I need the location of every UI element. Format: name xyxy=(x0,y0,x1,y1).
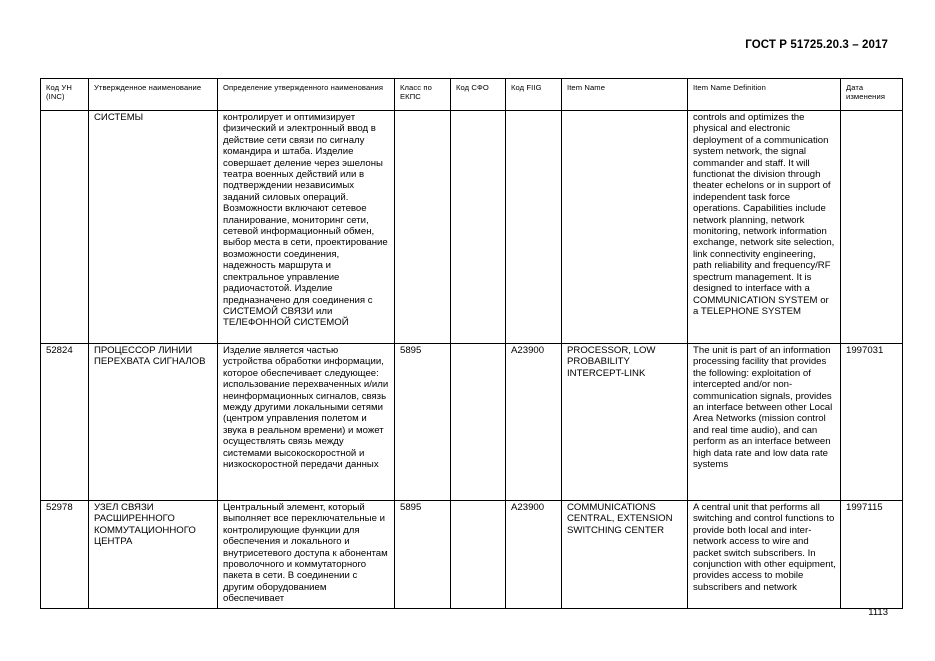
cell-definition: контролирует и оптимизирует физический и электронный ввод в действие сети связи по сигналу командира и штаба. Изделие совершает деление через эшелоны театра военных действий или в подтверждении независимых заданий силовых операций. Возможности включают сетевое планирование, мониторинг сети, сетевой информационный обмен, выбор места в сети, проектирование возможности соединения, надежность маршрута и спектральное управление радиочастотой. Изделие предназначено для соединения с СИСТЕМОЙ СВЯЗИ или ТЕЛЕФОННОЙ СИСТЕМОЙ xyxy=(218,111,395,344)
cell-date: 1997031 xyxy=(841,344,903,501)
cell-fiig: A23900 xyxy=(506,501,562,609)
table-header-row xyxy=(41,79,903,111)
cell-date: 1997115 xyxy=(841,501,903,609)
cell-item-definition: A central unit that performs all switching and control functions to provide both local and inter-network access to wire and packet switch subscribers. In conjunction with other equipment, provides access to mobile subscribers and network xyxy=(688,501,841,609)
cell-class: 5895 xyxy=(395,344,451,501)
table-row xyxy=(41,344,903,501)
cell-inc: 52978 xyxy=(41,501,89,609)
col-header-date: Дата изменения xyxy=(841,79,903,111)
cell-item-name: COMMUNICATIONS CENTRAL, EXTENSION SWITCHING CENTER xyxy=(562,501,688,609)
cell-sfo xyxy=(451,344,506,501)
cell-item-definition: controls and optimizes the physical and electronic deployment of a communication system network, the signal commander and staff. It will functionat the division through theater echelons or in support of independent task force operations. Capabilities include network planning, network monitoring, network information exchange, network site selection, link connectivity engineering, path reliability and frequency/RF spectrum management. It is designed to interface with a COMMUNICATION SYSTEM or a TELEPHONE SYSTEM xyxy=(688,111,841,344)
table-row xyxy=(41,111,903,344)
col-header-class: Класс по ЕКПС xyxy=(395,79,451,111)
cell-definition: Изделие является частью устройства обработки информации, которое обеспечивает следующее: использование перехваченных и/или неинформационных сигналов, связь между другими локальными сетями (центром управления полетом и звука в реальном времени) и может осуществлять связь между системами высокоскоростной и низкоскоростной передачи данных xyxy=(218,344,395,501)
cell-class xyxy=(395,111,451,344)
col-header-sfo: Код СФО xyxy=(451,79,506,111)
cell-fiig xyxy=(506,111,562,344)
cell-sfo xyxy=(451,501,506,609)
cell-sfo xyxy=(451,111,506,344)
cell-inc: 52824 xyxy=(41,344,89,501)
page-number: 1113 xyxy=(868,607,888,618)
table-row xyxy=(41,501,903,609)
col-header-definition: Определение утвержденного наименования xyxy=(218,79,395,111)
cell-approved-name: УЗЕЛ СВЯЗИ РАСШИРЕННОГО КОММУТАЦИОННОГО ЦЕНТРА xyxy=(89,501,218,609)
col-header-item-name: Item Name xyxy=(562,79,688,111)
cell-item-name: PROCESSOR, LOW PROBABILITY INTERCEPT-LINK xyxy=(562,344,688,501)
col-header-approved-name: Утвержденное наименование xyxy=(89,79,218,111)
cell-inc xyxy=(41,111,89,344)
cell-item-definition: The unit is part of an information processing facility that provides the following: exploitation of intercepted and/or non-communication signals, provides an interface between other Local Area Networks (mission control and real time audio), and can perform as an interface between high data rate and low data rate systems xyxy=(688,344,841,501)
col-header-fiig: Код FIIG xyxy=(506,79,562,111)
col-header-inc: Код УН (INC) xyxy=(41,79,89,111)
cell-fiig: A23900 xyxy=(506,344,562,501)
cell-class: 5895 xyxy=(395,501,451,609)
document-title: ГОСТ Р 51725.20.3 – 2017 xyxy=(745,39,888,51)
nomenclature-table xyxy=(40,78,903,609)
cell-item-name xyxy=(562,111,688,344)
cell-definition: Центральный элемент, который выполняет все переключательные и контролирующие функции для обеспечения и локального и внутрисетевого доступа к абонентам проволочного и коммутаторного пакета в сети. В соединении с другим оборудованием обеспечивает xyxy=(218,501,395,609)
col-header-item-definition: Item Name Definition xyxy=(688,79,841,111)
cell-approved-name: СИСТЕМЫ xyxy=(89,111,218,344)
cell-approved-name: ПРОЦЕССОР ЛИНИИ ПЕРЕХВАТА СИГНАЛОВ xyxy=(89,344,218,501)
cell-date xyxy=(841,111,903,344)
